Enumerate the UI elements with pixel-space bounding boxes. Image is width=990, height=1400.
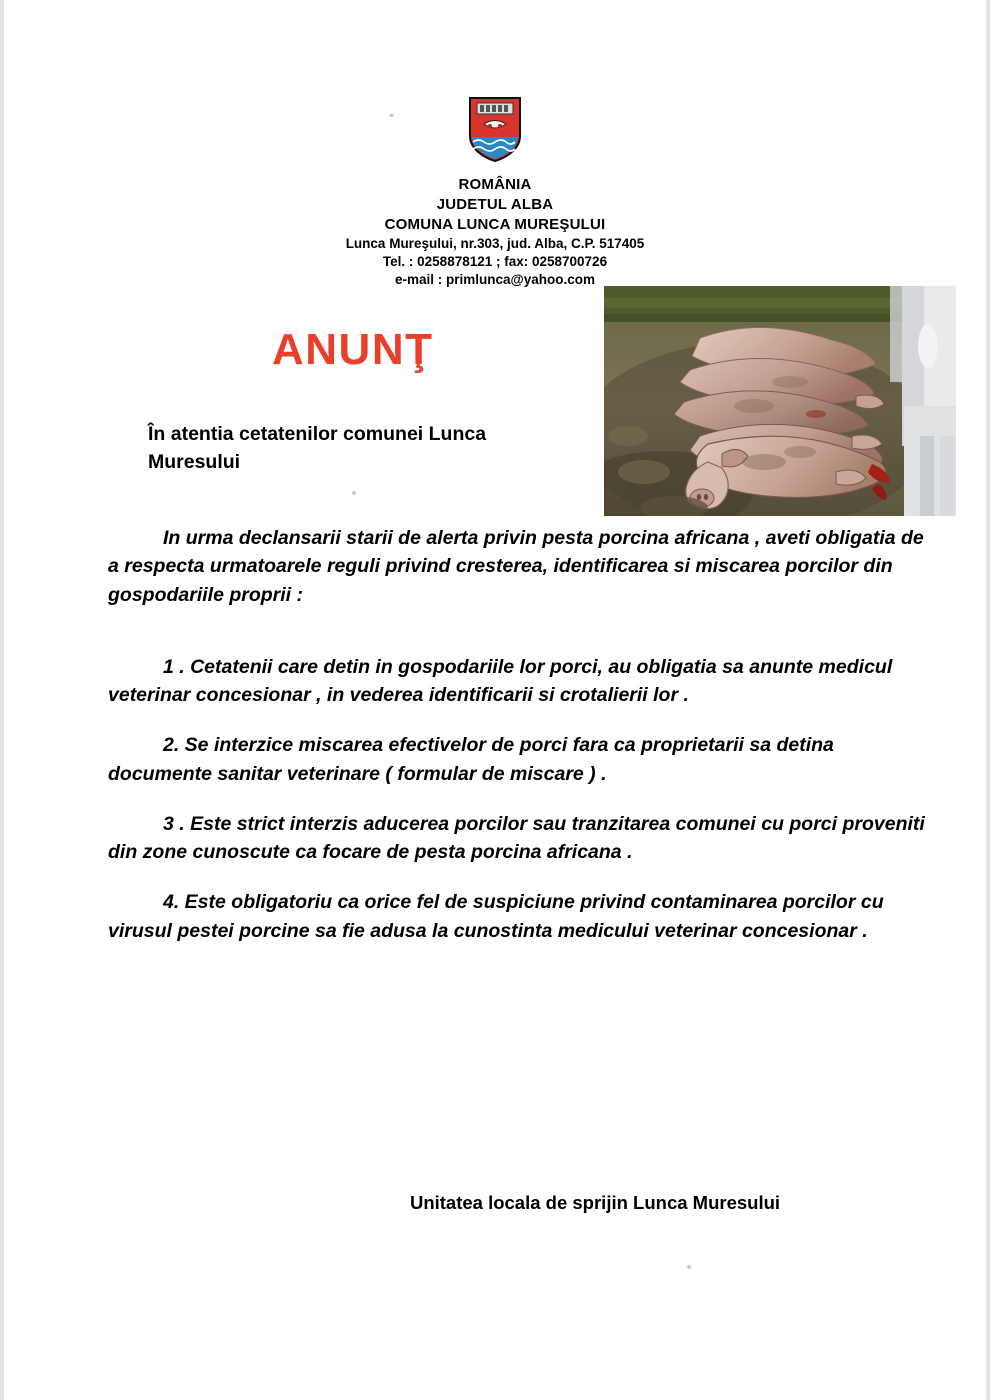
letterhead (0, 175, 990, 289)
phone-line: Tel. : 0258878121 ; fax: 0258700726 (382, 253, 608, 269)
announcement-body (108, 524, 928, 967)
crest-container (0, 96, 990, 167)
scan-speck (352, 491, 356, 495)
county-name: JUDETUL ALBA (436, 195, 554, 213)
rule-item (108, 888, 928, 945)
rule-2-text: 2. Se interzice miscarea efectivelor de porci fara ca proprietarii sa detina documente sanitar veterinare ( formular de miscare ) . (108, 734, 834, 785)
rule-4-text: 4. Este obligatoriu ca orice fel de suspiciune privind contaminarea porcilor cu virusul pestei porcine sa fie adusa la cunostinta medicului veterinar concesionar . (108, 891, 884, 942)
scan-speck (687, 1265, 691, 1269)
address-line: Lunca Mureşului, nr.303, jud. Alba, C.P. 517405 (345, 235, 645, 251)
intro-text: In urma declansarii starii de alerta privin pesta porcina africana , aveti obligatia de a respecta urmatoarele reguli privind cresterea, identificarea si miscarea porcilor din gospodariile proprii : (108, 527, 924, 606)
rule-item (108, 653, 928, 710)
commune-name: COMUNA LUNCA MUREŞULUI (384, 215, 606, 233)
email-line: e-mail : primlunca@yahoo.com (395, 271, 595, 287)
rule-item (108, 731, 928, 788)
rule-1-text: 1 . Cetatenii care detin in gospodariile lor porci, au obligatia sa anunte medicul veterinar concesionar , in vederea identificarii si crotalierii lor . (108, 655, 893, 707)
rule-3-text: 3 . Este strict interzis aducerea porcilor sau tranzitarea comunei cu porci proveniti din zone cunoscute ca focare de pesta porcina africana . (108, 812, 925, 864)
footer-signature: Unitatea locala de sprijin Lunca Muresului (409, 1192, 781, 1213)
photo-culled-pigs (604, 286, 956, 516)
subtitle: În atentia cetatenilor comunei Lunca Muresului (148, 423, 487, 474)
country-name: ROMÂNIA (458, 176, 532, 193)
coat-of-arms-icon (468, 96, 522, 162)
rule-item (108, 810, 928, 867)
intro-paragraph (108, 524, 928, 609)
page-title: ANUNŢ (272, 325, 434, 374)
